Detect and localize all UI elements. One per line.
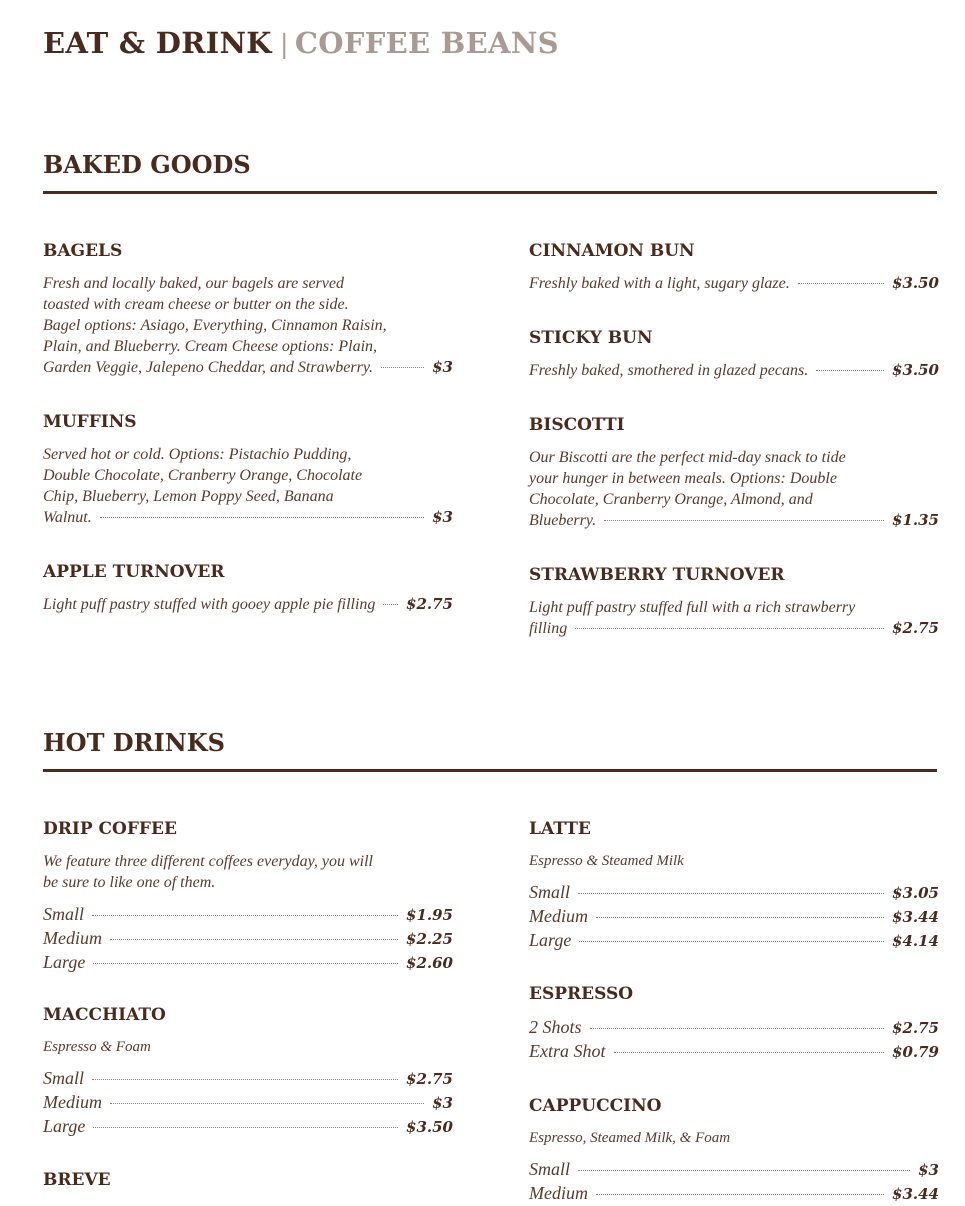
menu-item-cinnamon-bun: [529, 241, 939, 294]
item-name: CINNAMON BUN: [529, 241, 695, 261]
size-row: [529, 905, 939, 929]
item-price: $2.75: [406, 595, 453, 613]
size-row: [43, 927, 453, 951]
page-title-main: EAT & DRINK: [43, 26, 272, 60]
dot-leader: [604, 520, 884, 521]
size-price: $3: [432, 1094, 453, 1112]
size-row: [43, 1115, 453, 1139]
size-label: Small: [529, 1159, 571, 1179]
size-row: [529, 1016, 939, 1040]
item-name: DRIP COFFEE: [43, 819, 177, 839]
dot-leader: [93, 1127, 398, 1128]
item-description-last-line: Garden Veggie, Jalepeno Cheddar, and Strawberry.: [43, 359, 374, 376]
size-price: $1.95: [406, 906, 453, 924]
item-description: Light puff pastry stuffed with gooey apple pie filling: [43, 596, 376, 613]
size-price: $3.50: [406, 1118, 453, 1136]
item-description: Espresso & Steamed Milk: [529, 853, 684, 869]
size-price: $3: [918, 1161, 939, 1179]
item-price: $3: [432, 358, 453, 376]
item-name: CAPPUCCINO: [529, 1096, 662, 1116]
dot-leader: [92, 1079, 398, 1080]
size-price: $2.75: [892, 1019, 939, 1037]
item-price: $3.50: [892, 361, 939, 379]
dot-leader: [816, 370, 884, 371]
dot-leader: [596, 1194, 884, 1195]
page-title: [43, 26, 559, 60]
item-price: $1.35: [892, 511, 939, 529]
size-row: [43, 903, 453, 927]
item-description: Espresso & Foam: [43, 1039, 151, 1055]
item-description: Fresh and locally baked, our bagels are served toasted with cream cheese or butter on the side. Bagel options: Asiago, Everything, Cinnamon Raisin, Plain, and Blueberry. Cream Cheese options: Plain,: [43, 275, 387, 355]
size-label: Large: [529, 930, 572, 950]
menu-item-apple-turnover: [43, 562, 453, 615]
item-price-row: [43, 357, 453, 378]
size-row: [529, 1158, 939, 1182]
item-description: Light puff pastry stuffed full with a rich strawberry: [529, 599, 856, 616]
section-title-hot-drinks: HOT DRINKS: [43, 728, 225, 757]
item-description: Freshly baked, smothered in glazed pecans.: [529, 362, 809, 379]
item-name: MACCHIATO: [43, 1005, 166, 1025]
item-name: STRAWBERRY TURNOVER: [529, 565, 785, 585]
title-separator: |: [279, 30, 289, 60]
item-name: BISCOTTI: [529, 415, 625, 435]
item-description: We feature three different coffees everyday, you will be sure to like one of them.: [43, 853, 373, 891]
item-price-row: [529, 510, 939, 531]
dot-leader: [590, 1028, 885, 1029]
item-description-last-line: Blueberry.: [529, 512, 597, 529]
item-description: Espresso, Steamed Milk, & Foam: [529, 1130, 731, 1146]
item-price-row: [43, 507, 453, 528]
item-price: $3: [432, 508, 453, 526]
item-description: Freshly baked with a light, sugary glaze.: [529, 275, 790, 292]
item-price-row: [529, 360, 939, 381]
size-row: [43, 951, 453, 975]
size-label: Small: [43, 904, 85, 924]
size-label: Medium: [43, 928, 102, 948]
size-label: Large: [43, 952, 86, 972]
item-description: Our Biscotti are the perfect mid-day snack to tide your hunger in between meals. Options: Double Chocolate, Cranberry Orange, Almond, and: [529, 449, 846, 508]
size-label: Extra Shot: [529, 1041, 606, 1061]
page-subtitle: COFFEE BEANS: [294, 26, 559, 60]
item-description-last-line: Walnut.: [43, 509, 92, 526]
size-price: $2.75: [406, 1070, 453, 1088]
menu-item-breve: [43, 1170, 453, 1202]
item-description: Served hot or cold. Options: Pistachio Pudding, Double Chocolate, Cranberry Orange, Chocolate Chip, Blueberry, Lemon Poppy Seed, Banana: [43, 446, 363, 505]
dot-leader: [93, 963, 398, 964]
item-name: BAGELS: [43, 241, 123, 261]
item-price-row: [529, 273, 939, 294]
menu-item-sticky-bun: [529, 328, 939, 381]
menu-item-bagels: [43, 241, 453, 378]
size-price: $4.14: [892, 932, 939, 950]
size-price: $3.05: [892, 884, 939, 902]
dot-leader: [798, 283, 884, 284]
section-divider: [43, 769, 937, 772]
size-label: Large: [43, 1116, 86, 1136]
dot-leader: [578, 1170, 910, 1171]
size-label: 2 Shots: [529, 1017, 582, 1037]
size-row: [529, 881, 939, 905]
menu-item-espresso: [529, 984, 939, 1064]
size-price: $2.25: [406, 930, 453, 948]
dot-leader: [110, 939, 398, 940]
size-price: $3.44: [892, 908, 939, 926]
dot-leader: [92, 915, 398, 916]
dot-leader: [110, 1103, 424, 1104]
dot-leader: [579, 941, 884, 942]
item-price-row: [529, 618, 939, 639]
dot-leader: [614, 1052, 885, 1053]
section-divider: [43, 191, 937, 194]
item-price: $2.75: [892, 619, 939, 637]
item-name: ESPRESSO: [529, 984, 634, 1004]
item-name: MUFFINS: [43, 412, 137, 432]
size-price: $2.60: [406, 954, 453, 972]
size-label: Small: [529, 882, 571, 902]
size-row: [43, 1091, 453, 1115]
item-name: APPLE TURNOVER: [43, 562, 225, 582]
size-label: Medium: [529, 1183, 588, 1203]
dot-leader: [383, 604, 398, 605]
item-name: BREVE: [43, 1170, 111, 1190]
size-label: Medium: [43, 1092, 102, 1112]
item-name: LATTE: [529, 819, 591, 839]
item-price-row: [43, 594, 453, 615]
dot-leader: [578, 893, 884, 894]
menu-item-latte: [529, 819, 939, 953]
size-row: [529, 1040, 939, 1064]
menu-item-strawberry-turnover: [529, 565, 939, 639]
menu-item-muffins: [43, 412, 453, 528]
size-price: $0.79: [892, 1043, 939, 1061]
size-row: [529, 1182, 939, 1206]
menu-item-macchiato: [43, 1005, 453, 1139]
dot-leader: [596, 917, 884, 918]
menu-item-cappuccino: [529, 1096, 939, 1206]
item-description-last-line: filling: [529, 620, 568, 637]
size-row: [529, 929, 939, 953]
menu-item-drip-coffee: [43, 819, 453, 975]
dot-leader: [575, 628, 884, 629]
size-label: Small: [43, 1068, 85, 1088]
size-price: $3.44: [892, 1185, 939, 1203]
menu-item-biscotti: [529, 415, 939, 531]
dot-leader: [381, 367, 424, 368]
dot-leader: [100, 517, 424, 518]
size-row: [43, 1067, 453, 1091]
section-title-baked-goods: BAKED GOODS: [43, 150, 251, 179]
item-name: STICKY BUN: [529, 328, 653, 348]
size-label: Medium: [529, 906, 588, 926]
item-price: $3.50: [892, 274, 939, 292]
